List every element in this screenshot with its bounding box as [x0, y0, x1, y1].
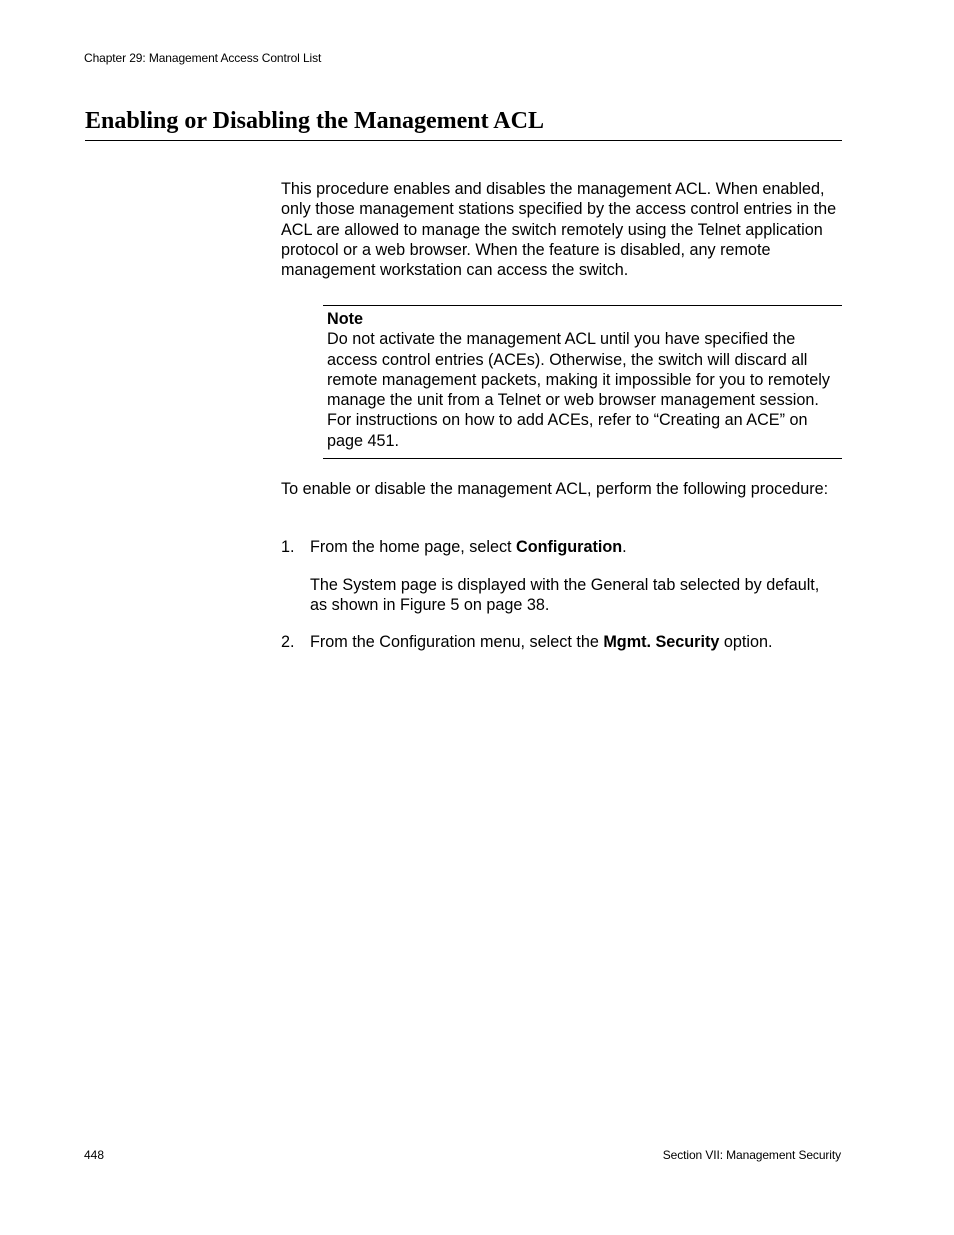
intro-paragraph: This procedure enables and disables the management ACL. When enabled, only those management stations specified by the access control entries in the ACL are allowed to manage the switch remotely using the Telnet application protocol or a web browser. When the feature is disabled, any remote management workstation can access the switch.: [281, 180, 837, 280]
step-2-text: [310, 632, 772, 652]
note-heading: Note: [327, 310, 363, 328]
step-2: [281, 632, 843, 653]
note-box: [323, 305, 842, 459]
step-1-text: [310, 537, 627, 557]
step-1-menu-item: Configuration: [516, 538, 623, 556]
procedure-intro: To enable or disable the management ACL, perform the following procedure:: [281, 480, 829, 498]
running-header-chapter: Chapter 29: Management Access Control List: [84, 51, 322, 65]
step-2-number: 2.: [281, 633, 295, 651]
footer-page-number: 448: [84, 1148, 105, 1162]
note-body: Do not activate the management ACL until you have specified the access control entries (ACEs). Otherwise, the switch will discard all remote management packets, making it impossible for you to remotely manage the unit from a Telnet or web browser management session. For instructions on how to add ACEs, refer to “Creating an ACE” on page 451.: [327, 330, 830, 450]
footer-section: Section VII: Management Security: [662, 1148, 841, 1162]
step-2-text-before: From the Configuration menu, select the: [310, 633, 604, 651]
step-1: [281, 537, 843, 558]
step-1-detail: The System page is displayed with the General tab selected by default, as shown in Figure 5 on page 38.: [310, 576, 820, 615]
step-2-menu-item: Mgmt. Security: [603, 633, 720, 651]
step-1-number: 1.: [281, 538, 295, 556]
step-2-text-after: option.: [719, 633, 773, 651]
step-1-text-before: From the home page, select: [310, 538, 517, 556]
step-1-text-after: .: [622, 538, 627, 556]
section-title: Enabling or Disabling the Management ACL: [85, 106, 842, 141]
